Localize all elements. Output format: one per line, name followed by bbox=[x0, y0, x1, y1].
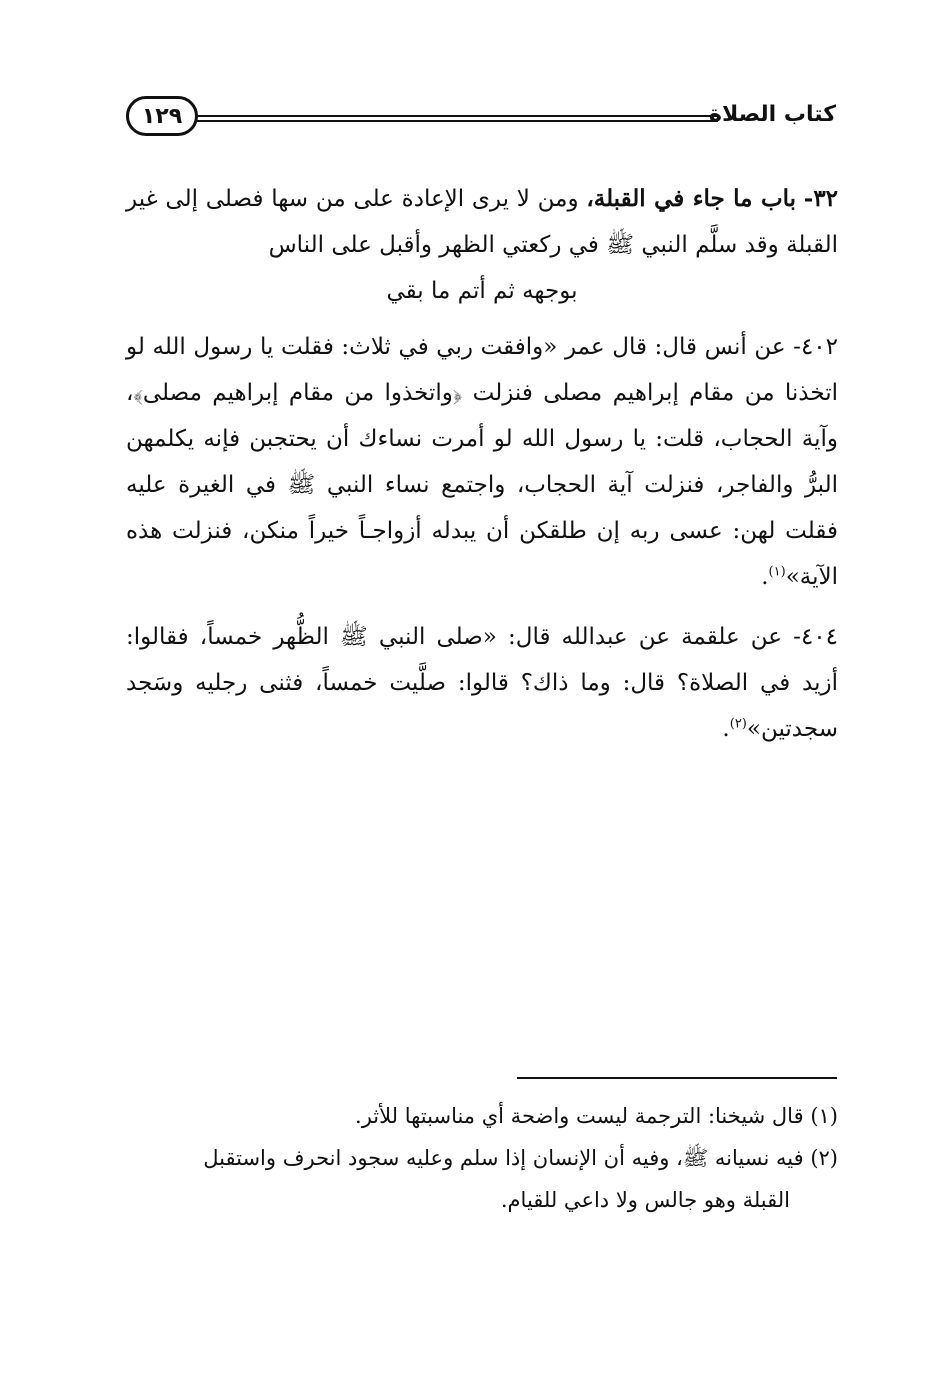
hadith-number: ٤٠٤- bbox=[793, 624, 839, 650]
footnote-marker: (٢) bbox=[810, 1146, 838, 1170]
header-double-rule bbox=[196, 115, 718, 122]
footnote-marker: (١) bbox=[810, 1104, 838, 1128]
running-header bbox=[126, 96, 836, 146]
footnote-ref: (٢) bbox=[729, 716, 747, 732]
footnote-2-continuation bbox=[126, 1179, 838, 1221]
hadith-402 bbox=[126, 324, 838, 600]
hadith-number: ٤٠٢- bbox=[793, 334, 839, 360]
footnote-2 bbox=[126, 1137, 838, 1179]
footnote-text: فيه نسيانه ﷺ، وفيه أن الإنسان إذا سلم وعليه سجود انحرف واستقبل bbox=[203, 1146, 804, 1170]
hadith-404 bbox=[126, 614, 838, 752]
footnote-separator bbox=[517, 1077, 837, 1079]
chapter-title-line2: إلى غير القبلة وقد سلَّم النبي ﷺ في ركعتي الظهر وأقبل على الناس bbox=[126, 186, 838, 258]
chapter-heading bbox=[126, 176, 838, 314]
footnote-1 bbox=[126, 1095, 838, 1137]
hadith-end: . bbox=[761, 564, 769, 590]
footnote-text-continued: القبلة وهو جالس ولا داعي للقيام. bbox=[500, 1188, 790, 1212]
chapter-title: باب ما جاء في القبلة، bbox=[586, 185, 797, 212]
footnote-ref: (١) bbox=[768, 564, 786, 580]
chapter-number: ٣٢- bbox=[803, 185, 839, 212]
chapter-title-line3: بوجهه ثم أتم ما بقي bbox=[386, 278, 578, 304]
hadith-text: عن أنس قال: قال عمر «وافقت ربي في ثلاث: فقلت يا رسول الله لو اتخذنا من مقام إبراهيم مصلى فنزلت ﴿واتخذوا من مقام إبراهيم مصلى﴾، وآية الحجاب، قلت: يا رسول الله لو أمرت نساءك أن يحتجبن فإنه يكلمهن البرُّ والفاجر، فنزلت آية الحجاب، واجتمع نساء النبي ﷺ في الغيرة عليه فقلت لهن: عسى ربه إن طلقكن أن يبدله أزواجـاً خيراً منكن، فنزلت هذه الآية» bbox=[126, 334, 838, 590]
book-title: كتاب الصلاة bbox=[709, 102, 836, 127]
footnotes bbox=[126, 1095, 838, 1221]
hadith-text: عن علقمة عن عبدالله قال: «صلى النبي ﷺ الظُّهر خمساً، فقالوا: أزيد في الصلاة؟ قال: وما ذاك؟ قالوا: صلَّيت خمساً، فثنى رجليه وسَجد سجدتين» bbox=[126, 624, 838, 742]
page-body bbox=[126, 176, 838, 766]
chapter-title-rest: ومن لا يرى الإعادة على من سها فصلى bbox=[205, 186, 579, 212]
page-number: ١٢٩ bbox=[126, 96, 198, 136]
hadith-end: . bbox=[722, 716, 730, 742]
footnote-text: قال شيخنا: الترجمة ليست واضحة أي مناسبتها للأثر. bbox=[355, 1104, 804, 1128]
